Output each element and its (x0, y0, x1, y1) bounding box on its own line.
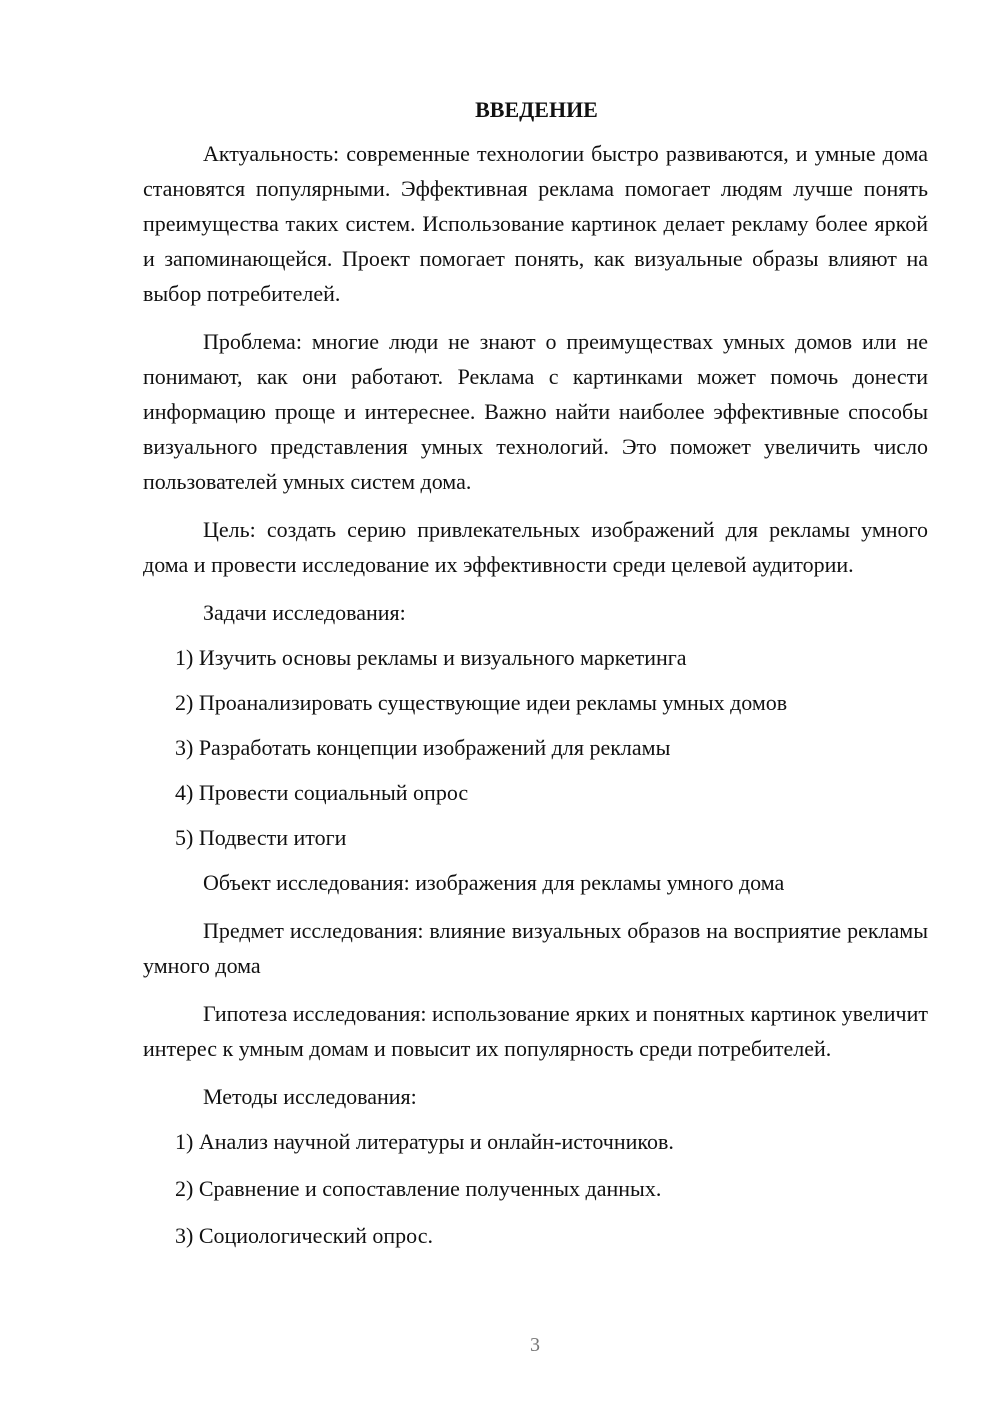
task-item: 1) Изучить основы рекламы и визуального маркетинга (175, 645, 687, 670)
page-number: 3 (530, 1334, 540, 1356)
methods-heading: Методы исследования: (203, 1084, 417, 1109)
method-item: 3) Социологический опрос. (175, 1223, 433, 1248)
task-item: 5) Подвести итоги (175, 825, 347, 850)
problem-paragraph: Проблема: многие люди не знают о преимуществах умных домов или не понимают, как они работают. Реклама с картинками может помочь донести информацию проще и интереснее. Важно найти наиболее эффективные способы визуального представления умных технологий. Это поможет увеличить число пользователей умных систем дома. (143, 329, 928, 494)
task-item: 3) Разработать концепции изображений для рекламы (175, 735, 671, 760)
method-item: 2) Сравнение и сопоставление полученных данных. (175, 1176, 662, 1201)
section-title: ВВЕДЕНИЕ (475, 97, 598, 122)
object-paragraph: Объект исследования: изображения для рекламы умного дома (203, 870, 785, 895)
method-item: 1) Анализ научной литературы и онлайн-источников. (175, 1129, 674, 1154)
subject-paragraph: Предмет исследования: влияние визуальных образов на восприятие рекламы умного дома (143, 918, 928, 978)
hypothesis-paragraph: Гипотеза исследования: использование ярких и понятных картинок увеличит интерес к умным домам и повысит их популярность среди потребителей. (143, 1001, 928, 1061)
task-item: 2) Проанализировать существующие идеи рекламы умных домов (175, 690, 788, 715)
methods-list (143, 1124, 928, 1253)
document-body (143, 96, 928, 1265)
relevance-paragraph: Актуальность: современные технологии быстро развиваются, и умные дома становятся популярными. Эффективная реклама помогает людям лучше понять преимущества таких систем. Использование картинок делает рекламу более яркой и запоминающейся. Проект помогает понять, как визуальные образы влияют на выбор потребителей. (143, 141, 928, 306)
goal-paragraph: Цель: создать серию привлекательных изображений для рекламы умного дома и провести исследование их эффективности среди целевой аудитории. (143, 517, 928, 577)
task-item: 4) Провести социальный опрос (175, 780, 469, 805)
tasks-heading: Задачи исследования: (203, 600, 406, 625)
tasks-list (143, 640, 928, 855)
